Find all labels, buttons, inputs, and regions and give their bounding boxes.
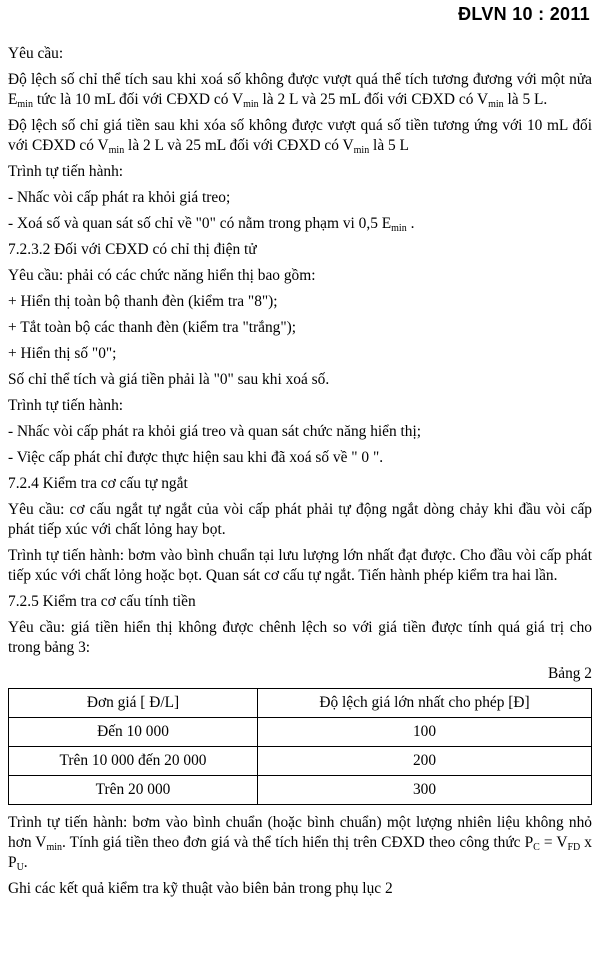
text-run: Trình tự tiến hành: bơm vào bình chuẩn (hoặc bình chuẩn) một lượng nhiên liệu không nhỏ hơn V bbox=[8, 814, 592, 851]
paragraph-step: - Việc cấp phát chỉ được thực hiện sau khi đã xoá số về " 0 ". bbox=[8, 449, 384, 466]
table-cell: 200 bbox=[258, 747, 592, 776]
paragraph-procedure-label: Trình tự tiến hành: bbox=[8, 397, 124, 414]
subscript: min bbox=[488, 99, 504, 110]
subscript: min bbox=[391, 223, 407, 234]
paragraph-zero-reset: Số chỉ thể tích và giá tiền phải là "0" sau khi xoá số. bbox=[8, 371, 330, 388]
price-deviation-table bbox=[8, 688, 592, 805]
table-row bbox=[9, 718, 592, 747]
section-heading-7-2-4: 7.2.4 Kiểm tra cơ cấu tự ngắt bbox=[8, 475, 188, 492]
text-run: là 2 L và 25 mL đối với CĐXD có V bbox=[258, 91, 489, 108]
document-body bbox=[8, 44, 592, 905]
table-cell: Trên 10 000 đến 20 000 bbox=[9, 747, 258, 776]
paragraph-cutoff-requirement: Yêu cầu: cơ cấu ngắt tự ngắt của vòi cấp phát phải tự động ngắt dòng chảy khi đầu vòi cấp phát tiếp xúc với chất lỏng hay bọt. bbox=[8, 501, 592, 538]
paragraph-step: - Nhấc vòi cấp phát ra khỏi giá treo; bbox=[8, 189, 231, 206]
text-run: = V bbox=[539, 834, 568, 851]
table-row bbox=[9, 747, 592, 776]
paragraph-step: - Nhấc vòi cấp phát ra khỏi giá treo và quan sát chức năng hiển thị; bbox=[8, 423, 422, 440]
paragraph-volume-deviation bbox=[8, 70, 592, 110]
text-run: . bbox=[23, 854, 28, 871]
subscript: min bbox=[108, 145, 125, 156]
table-cell: Trên 20 000 bbox=[9, 776, 258, 805]
subscript: FD bbox=[567, 842, 581, 853]
paragraph-list-item: + Hiển thị số "0"; bbox=[8, 345, 117, 362]
subscript: min bbox=[353, 145, 370, 156]
paragraph-price-deviation bbox=[8, 116, 592, 156]
table-row bbox=[9, 776, 592, 805]
subscript: min bbox=[17, 99, 33, 110]
paragraph-procedure-label: Trình tự tiến hành: bbox=[8, 163, 124, 180]
table-header-row bbox=[9, 689, 592, 718]
section-heading-7-2-5: 7.2.5 Kiểm tra cơ cấu tính tiền bbox=[8, 593, 196, 610]
paragraph-list-item: + Tắt toàn bộ các thanh đèn (kiểm tra "trắng"); bbox=[8, 319, 297, 336]
paragraph-display-requirement: Yêu cầu: phải có các chức năng hiển thị bao gồm: bbox=[8, 267, 316, 284]
text-run: . bbox=[406, 215, 415, 232]
paragraph-list-item: + Hiển thị toàn bộ thanh đèn (kiểm tra "8"); bbox=[8, 293, 278, 310]
paragraph-price-procedure bbox=[8, 813, 592, 873]
paragraph-record-results: Ghi các kết quả kiểm tra kỹ thuật vào biên bản trong phụ lục 2 bbox=[8, 880, 393, 897]
text-run: Độ lệch số chỉ thể tích sau khi xoá số không được vượt quá thể tích tương đương với một nửa E bbox=[8, 71, 592, 108]
table-caption: Bảng 2 bbox=[547, 665, 592, 682]
table-cell: 300 bbox=[258, 776, 592, 805]
text-run: x P bbox=[8, 834, 593, 871]
subscript: U bbox=[16, 862, 24, 873]
text-run: . Tính giá tiền theo đơn giá và thể tích hiển thị trên CĐXD theo công thức P bbox=[62, 834, 534, 851]
text-run: là 5 L bbox=[369, 137, 409, 154]
section-heading-7-2-3-2: 7.2.3.2 Đối với CĐXD có chỉ thị điện tử bbox=[8, 241, 257, 258]
table-cell: 100 bbox=[258, 718, 592, 747]
paragraph-price-requirement: Yêu cầu: giá tiền hiển thị không được chênh lệch so với giá tiền được tính quá giá trị cho trong bảng 3: bbox=[8, 619, 592, 656]
table-header-cell: Độ lệch giá lớn nhất cho phép [Đ] bbox=[258, 689, 592, 718]
text-run: là 5 L. bbox=[503, 91, 548, 108]
subscript: min bbox=[243, 99, 259, 110]
paragraph-cutoff-procedure: Trình tự tiến hành: bơm vào bình chuẩn tại lưu lượng lớn nhất đạt được. Cho đầu vòi cấp phát tiếp xúc với chất lỏng hoặc bọt. Quan sát cơ cấu tự ngắt. Tiến hành phép kiểm tra hai lần. bbox=[8, 547, 592, 584]
paragraph-requirement-label: Yêu cầu: bbox=[8, 45, 64, 62]
table-cell: Đến 10 000 bbox=[9, 718, 258, 747]
standard-code-header: ĐLVN 10 : 2011 bbox=[458, 4, 590, 24]
text-run: Độ lệch số chỉ giá tiền sau khi xóa số không được vượt quá số tiền tương ứng với 10 mL đối với CĐXD có V bbox=[8, 117, 592, 154]
table-header-cell: Đơn giá [ Đ/L] bbox=[9, 689, 258, 718]
subscript: min bbox=[46, 842, 62, 853]
text-run: - Xoá số và quan sát số chỉ về "0" có nằm trong phạm vi 0,5 E bbox=[8, 215, 392, 232]
paragraph-step bbox=[8, 214, 592, 234]
subscript: C bbox=[533, 842, 540, 853]
text-run: tức là 10 mL đối với CĐXD có V bbox=[32, 91, 244, 108]
text-run: là 2 L và 25 mL đối với CĐXD có V bbox=[124, 137, 354, 154]
